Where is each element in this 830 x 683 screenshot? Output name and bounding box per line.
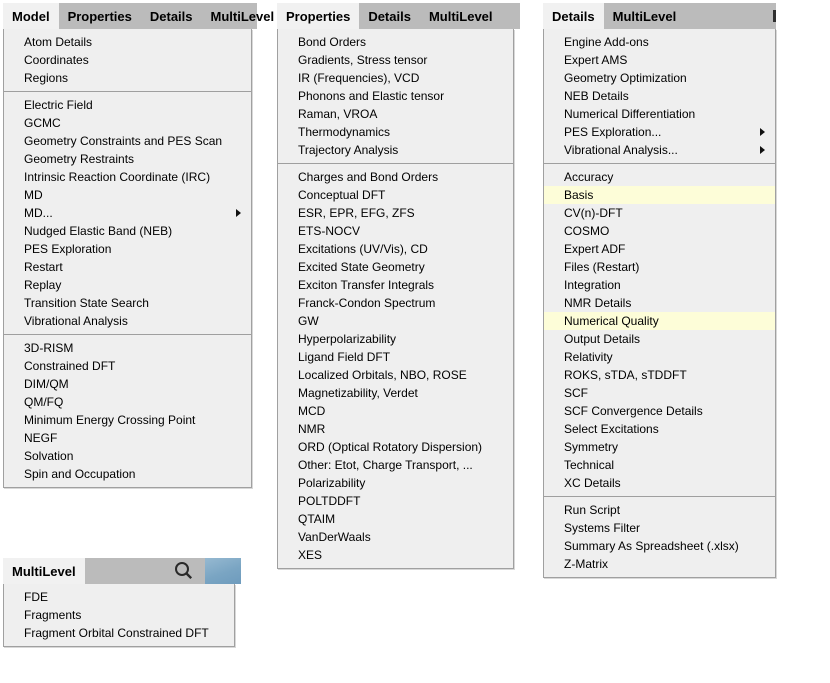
menu-item-label: Conceptual DFT — [298, 188, 386, 202]
menu-item-relativity[interactable] — [544, 348, 775, 366]
menu-item-excitations-uv-vis-cd[interactable] — [278, 240, 513, 258]
menu-item-label: Hyperpolarizability — [298, 332, 397, 346]
menu-item-label: ESR, EPR, EFG, ZFS — [298, 206, 415, 220]
menu-item-label: Intrinsic Reaction Coordinate (IRC) — [24, 170, 211, 184]
menu-item-engine-add-ons[interactable] — [544, 33, 775, 51]
menu-item-label: Constrained DFT — [24, 359, 116, 373]
menu-item-localized-orbitals-nbo-rose[interactable] — [278, 366, 513, 384]
menu-item-label: Engine Add-ons — [564, 35, 649, 49]
menu-item-label: Technical — [564, 458, 615, 472]
menu-item-label: Excited State Geometry — [298, 260, 425, 274]
multilevel-tab-bar — [3, 558, 241, 584]
menu-item-ets-nocv[interactable] — [278, 222, 513, 240]
menu-item-label: Exciton Transfer Integrals — [298, 278, 435, 292]
menu-item-geometry-restraints[interactable] — [4, 150, 251, 168]
menu-item-restart[interactable] — [4, 258, 251, 276]
menu-item-coordinates[interactable] — [4, 51, 251, 69]
menu-item-label: Transition State Search — [24, 296, 149, 310]
model-tab-bar — [3, 3, 275, 29]
menu-item-nmr[interactable] — [278, 420, 513, 438]
menu-item-label: Gradients, Stress tensor — [298, 53, 428, 67]
menu-item-phonons-and-elastic-tensor[interactable] — [278, 87, 513, 105]
menu-item-label: NEB Details — [564, 89, 629, 103]
tab-properties[interactable]: Properties — [67, 8, 132, 24]
menu-item-label: NMR — [298, 422, 326, 436]
menu-item-scf[interactable] — [544, 384, 775, 402]
menu-item-accuracy[interactable] — [544, 168, 775, 186]
blue-window-fragment — [205, 558, 241, 584]
menu-item-label: NMR Details — [564, 296, 632, 310]
menu-item-label: Output Details — [564, 332, 641, 346]
menu-separator — [544, 163, 775, 164]
menu-item-transition-state-search[interactable] — [4, 294, 251, 312]
menu-item-label: CV(n)-DFT — [564, 206, 623, 220]
menu-item-numerical-differentiation[interactable] — [544, 105, 775, 123]
menu-item-label: Expert ADF — [564, 242, 626, 256]
menu-item-vanderwaals[interactable] — [278, 528, 513, 546]
menu-item-label: Vibrational Analysis — [24, 314, 128, 328]
menu-item-symmetry[interactable] — [544, 438, 775, 456]
menu-separator — [278, 163, 513, 164]
menu-item-solvation[interactable] — [4, 447, 251, 465]
menu-item-magnetizability-verdet[interactable] — [278, 384, 513, 402]
details-tab-bar — [543, 3, 776, 29]
menu-item-label: ORD (Optical Rotatory Dispersion) — [298, 440, 483, 454]
menu-item-z-matrix[interactable] — [544, 555, 775, 573]
menu-item-nudged-elastic-band-neb[interactable] — [4, 222, 251, 240]
menu-item-label: Minimum Energy Crossing Point — [24, 413, 196, 427]
menu-item-thermodynamics[interactable] — [278, 123, 513, 141]
menu-item-cv-n-dft[interactable] — [544, 204, 775, 222]
menu-item-label: Trajectory Analysis — [298, 143, 399, 157]
menu-item-md[interactable] — [4, 186, 251, 204]
menu-item-select-excitations[interactable] — [544, 420, 775, 438]
menu-item-cosmo[interactable] — [544, 222, 775, 240]
menu-item-label: Systems Filter — [564, 521, 641, 535]
menu-item-label: Electric Field — [24, 98, 93, 112]
menu-item-label: ROKS, sTDA, sTDDFT — [564, 368, 687, 382]
menu-item-label: Accuracy — [564, 170, 614, 184]
model-menu-list — [3, 29, 252, 488]
properties-tab-bar — [277, 3, 520, 29]
menu-item-conceptual-dft[interactable] — [278, 186, 513, 204]
menu-item-label: Solvation — [24, 449, 74, 463]
properties-menu-panel — [277, 3, 520, 569]
menu-item-files-restart[interactable] — [544, 258, 775, 276]
menu-item-qm-fq[interactable] — [4, 393, 251, 411]
menu-item-pes-exploration[interactable] — [544, 123, 775, 141]
menu-item-fde[interactable] — [4, 588, 234, 606]
menu-item-label: Ligand Field DFT — [298, 350, 391, 364]
tab-multilevel[interactable]: MultiLevel — [612, 8, 677, 24]
menu-item-label: Magnetizability, Verdet — [298, 386, 418, 400]
menu-item-expert-adf[interactable] — [544, 240, 775, 258]
menu-separator — [4, 91, 251, 92]
menu-item-ir-frequencies-vcd[interactable] — [278, 69, 513, 87]
tab-multilevel[interactable]: MultiLevel — [428, 8, 493, 24]
menu-item-label: Bond Orders — [298, 35, 367, 49]
menu-item-label: DIM/QM — [24, 377, 69, 391]
menu-item-gcmc[interactable] — [4, 114, 251, 132]
menu-item-label: QTAIM — [298, 512, 336, 526]
menu-item-label: Integration — [564, 278, 621, 292]
search-icon[interactable] — [173, 560, 195, 582]
menu-item-label: NEGF — [24, 431, 58, 445]
menu-item-label: Replay — [24, 278, 62, 292]
menu-item-intrinsic-reaction-coordinate-irc[interactable] — [4, 168, 251, 186]
menu-item-mcd[interactable] — [278, 402, 513, 420]
menu-item-label: Atom Details — [24, 35, 93, 49]
menu-item-label: Thermodynamics — [298, 125, 391, 139]
menu-item-label: XES — [298, 548, 323, 562]
menu-item-poltddft[interactable] — [278, 492, 513, 510]
menu-item-label: PES Exploration — [24, 242, 112, 256]
menu-item-label: 3D-RISM — [24, 341, 74, 355]
menu-item-constrained-dft[interactable] — [4, 357, 251, 375]
menu-item-label: Numerical Quality — [564, 314, 659, 328]
menu-item-basis[interactable] — [544, 186, 775, 204]
details-menu-panel — [543, 3, 776, 578]
menu-item-label: FDE — [24, 590, 48, 604]
menu-item-label: Regions — [24, 71, 69, 85]
menu-item-label: Coordinates — [24, 53, 89, 67]
menu-item-label: Geometry Constraints and PES Scan — [24, 134, 223, 148]
menu-item-label: MD... — [24, 206, 53, 220]
menu-item-label: Basis — [564, 188, 594, 202]
menu-item-label: VanDerWaals — [298, 530, 371, 544]
menu-item-ord-optical-rotatory-dispersion[interactable] — [278, 438, 513, 456]
menu-item-label: MCD — [298, 404, 326, 418]
menu-item-label: SCF — [564, 386, 588, 400]
menu-item-label: Z-Matrix — [564, 557, 608, 571]
menu-item-minimum-energy-crossing-point[interactable] — [4, 411, 251, 429]
menu-item-scf-convergence-details[interactable] — [544, 402, 775, 420]
menu-item-regions[interactable] — [4, 69, 251, 87]
menu-item-label: Spin and Occupation — [24, 467, 136, 481]
menu-item-bond-orders[interactable] — [278, 33, 513, 51]
menu-item-label: Select Excitations — [564, 422, 659, 436]
menu-item-roks-stda-stddft[interactable] — [544, 366, 775, 384]
menu-item-raman-vroa[interactable] — [278, 105, 513, 123]
tab-details[interactable]: Details — [368, 8, 411, 24]
menu-item-label: Franck-Condon Spectrum — [298, 296, 436, 310]
menu-item-label: Symmetry — [564, 440, 618, 454]
menu-item-label: Fragment Orbital Constrained DFT — [24, 626, 209, 640]
menu-item-electric-field[interactable] — [4, 96, 251, 114]
menu-item-charges-and-bond-orders[interactable] — [278, 168, 513, 186]
search-icon-partial[interactable] — [773, 10, 776, 22]
menu-item-fragment-orbital-constrained-dft[interactable] — [4, 624, 234, 642]
submenu-arrow-icon — [236, 209, 241, 217]
menu-item-gw[interactable] — [278, 312, 513, 330]
menu-item-label: Relativity — [564, 350, 613, 364]
menu-item-label: Polarizability — [298, 476, 366, 490]
menu-item-label: Fragments — [24, 608, 82, 622]
details-menu-list — [543, 29, 776, 578]
menu-item-atom-details[interactable] — [4, 33, 251, 51]
menu-item-esr-epr-efg-zfs[interactable] — [278, 204, 513, 222]
menu-item-negf[interactable] — [4, 429, 251, 447]
menu-item-xes[interactable] — [278, 546, 513, 564]
menu-separator — [544, 496, 775, 497]
menu-item-label: GCMC — [24, 116, 61, 130]
menu-item-nmr-details[interactable] — [544, 294, 775, 312]
menu-item-franck-condon-spectrum[interactable] — [278, 294, 513, 312]
menu-item-label: MD — [24, 188, 43, 202]
multilevel-menu-panel — [3, 558, 241, 647]
menu-item-label: Other: Etot, Charge Transport, ... — [298, 458, 473, 472]
tab-properties[interactable]: Properties — [277, 3, 359, 29]
menu-item-output-details[interactable] — [544, 330, 775, 348]
menu-item-label: PES Exploration... — [564, 125, 662, 139]
menu-item-trajectory-analysis[interactable] — [278, 141, 513, 159]
menu-item-label: Vibrational Analysis... — [564, 143, 678, 157]
menu-item-label: COSMO — [564, 224, 610, 238]
menu-item-vibrational-analysis[interactable] — [544, 141, 775, 159]
menu-item-label: IR (Frequencies), VCD — [298, 71, 420, 85]
properties-menu-list — [277, 29, 514, 569]
tab-details[interactable]: Details — [543, 3, 604, 29]
menu-item-qtaim[interactable] — [278, 510, 513, 528]
multilevel-menu-list — [3, 584, 235, 647]
menu-item-geometry-optimization[interactable] — [544, 69, 775, 87]
tab-multilevel[interactable]: MultiLevel — [3, 558, 85, 584]
menu-item-label: Run Script — [564, 503, 621, 517]
menu-item-label: Raman, VROA — [298, 107, 378, 121]
menu-item-label: Phonons and Elastic tensor — [298, 89, 445, 103]
menu-item-label: ETS-NOCV — [298, 224, 361, 238]
menu-item-ligand-field-dft[interactable] — [278, 348, 513, 366]
menu-item-excited-state-geometry[interactable] — [278, 258, 513, 276]
menu-item-hyperpolarizability[interactable] — [278, 330, 513, 348]
menu-item-label: Summary As Spreadsheet (.xlsx) — [564, 539, 739, 553]
menu-item-exciton-transfer-integrals[interactable] — [278, 276, 513, 294]
menu-item-xc-details[interactable] — [544, 474, 775, 492]
menu-item-integration[interactable] — [544, 276, 775, 294]
menu-item-dim-qm[interactable] — [4, 375, 251, 393]
menu-item-label: Excitations (UV/Vis), CD — [298, 242, 428, 256]
menu-item-technical[interactable] — [544, 456, 775, 474]
menu-item-vibrational-analysis[interactable] — [4, 312, 251, 330]
menu-item-label: GW — [298, 314, 319, 328]
menu-item-label: Charges and Bond Orders — [298, 170, 439, 184]
tab-details[interactable]: Details — [149, 8, 193, 24]
submenu-arrow-icon — [760, 146, 765, 154]
menu-item-summary-as-spreadsheet-xlsx[interactable] — [544, 537, 775, 555]
menu-item-pes-exploration[interactable] — [4, 240, 251, 258]
menu-item-polarizability[interactable] — [278, 474, 513, 492]
menu-item-label: Localized Orbitals, NBO, ROSE — [298, 368, 467, 382]
menu-item-replay[interactable] — [4, 276, 251, 294]
tab-model[interactable]: Model — [3, 3, 59, 29]
menu-item-label: Geometry Optimization — [564, 71, 687, 85]
menu-item-numerical-quality[interactable] — [544, 312, 775, 330]
menu-item-spin-and-occupation[interactable] — [4, 465, 251, 483]
menu-item-geometry-constraints-and-pes-scan[interactable] — [4, 132, 251, 150]
menu-item-3d-rism[interactable] — [4, 339, 251, 357]
menu-item-label: Expert AMS — [564, 53, 628, 67]
menu-separator — [4, 334, 251, 335]
menu-item-other-etot-charge-transport[interactable] — [278, 456, 513, 474]
menu-item-run-script[interactable] — [544, 501, 775, 519]
menu-item-label: Nudged Elastic Band (NEB) — [24, 224, 173, 238]
menu-item-label: XC Details — [564, 476, 621, 490]
menu-item-label: Files (Restart) — [564, 260, 640, 274]
menu-item-label: Numerical Differentiation — [564, 107, 696, 121]
menu-item-md[interactable] — [4, 204, 251, 222]
menu-item-label: Restart — [24, 260, 63, 274]
menu-item-expert-ams[interactable] — [544, 51, 775, 69]
submenu-arrow-icon — [760, 128, 765, 136]
menu-item-label: SCF Convergence Details — [564, 404, 703, 418]
tab-multilevel[interactable]: MultiLevel — [210, 8, 275, 24]
menu-item-neb-details[interactable] — [544, 87, 775, 105]
menu-item-gradients-stress-tensor[interactable] — [278, 51, 513, 69]
menu-item-label: POLTDDFT — [298, 494, 361, 508]
model-menu-panel — [3, 3, 275, 488]
menu-item-fragments[interactable] — [4, 606, 234, 624]
menu-item-label: Geometry Restraints — [24, 152, 135, 166]
menu-item-label: QM/FQ — [24, 395, 64, 409]
menu-item-systems-filter[interactable] — [544, 519, 775, 537]
